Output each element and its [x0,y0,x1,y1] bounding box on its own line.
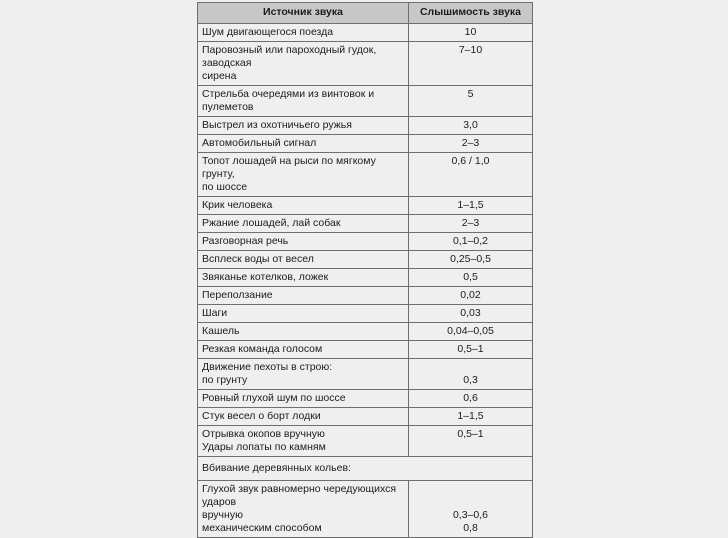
row-source: Отрывка окопов вручную Удары лопаты по камням [198,426,409,457]
row-value: 0,1–0,2 [409,233,533,251]
row-source: Ровный глухой шум по шоссе [198,390,409,408]
row-value: 0,5–1 [409,341,533,359]
table-row [198,197,533,215]
row-source: Крик человека [198,197,409,215]
table-row [198,24,533,42]
row-source: Стук весел о борт лодки [198,408,409,426]
sound-audibility-table [197,2,533,538]
table-row [198,457,533,481]
table-row [198,359,533,390]
row-value: 0,3–0,6 0,8 [409,481,533,538]
table-row [198,233,533,251]
row-value: 0,5–1 [409,426,533,457]
table-row [198,269,533,287]
row-source: Движение пехоты в строю: по грунту [198,359,409,390]
row-value: 1–1,5 [409,408,533,426]
row-value: 2–3 [409,135,533,153]
row-value: 0,25–0,5 [409,251,533,269]
table-row [198,341,533,359]
row-source: Звяканье котелков, ложек [198,269,409,287]
table-row [198,86,533,117]
row-value: 0,6 / 1,0 [409,153,533,197]
row-value: 10 [409,24,533,42]
table-row [198,287,533,305]
table-row [198,42,533,86]
row-value: 0,03 [409,305,533,323]
row-value: 0,04–0,05 [409,323,533,341]
row-source: Паровозный или пароходный гудок, заводская сирена [198,42,409,86]
row-value: 0,3 [409,359,533,390]
row-source: Разговорная речь [198,233,409,251]
row-source-spanning: Вбивание деревянных кольев: [198,457,533,481]
row-source: Шум двигающегося поезда [198,24,409,42]
row-value: 1–1,5 [409,197,533,215]
row-value: 2–3 [409,215,533,233]
row-source: Ржание лошадей, лай собак [198,215,409,233]
row-source: Всплеск воды от весел [198,251,409,269]
row-value: 0,5 [409,269,533,287]
table-row [198,305,533,323]
table-row [198,251,533,269]
header-audibility: Слышимость звука [409,3,533,24]
table-row [198,390,533,408]
row-source: Стрельба очередями из винтовок и пулеметов [198,86,409,117]
table-row [198,426,533,457]
table-row [198,215,533,233]
row-source: Выстрел из охотничьего ружья [198,117,409,135]
row-source: Топот лошадей на рыси по мягкому грунту, по шоссе [198,153,409,197]
table-row [198,117,533,135]
table-row [198,408,533,426]
row-source: Глухой звук равномерно чередующихся ударов вручную механическим способом [198,481,409,538]
header-sound-source: Источник звука [198,3,409,24]
row-source: Кашель [198,323,409,341]
table-row [198,153,533,197]
row-source: Переползание [198,287,409,305]
table-header-row [198,3,533,24]
row-value: 3,0 [409,117,533,135]
row-source: Резкая команда голосом [198,341,409,359]
row-value: 7–10 [409,42,533,86]
row-source: Автомобильный сигнал [198,135,409,153]
row-value: 0,6 [409,390,533,408]
row-value: 0,02 [409,287,533,305]
table-row [198,135,533,153]
row-value: 5 [409,86,533,117]
row-source: Шаги [198,305,409,323]
table-row [198,323,533,341]
table-row [198,481,533,538]
